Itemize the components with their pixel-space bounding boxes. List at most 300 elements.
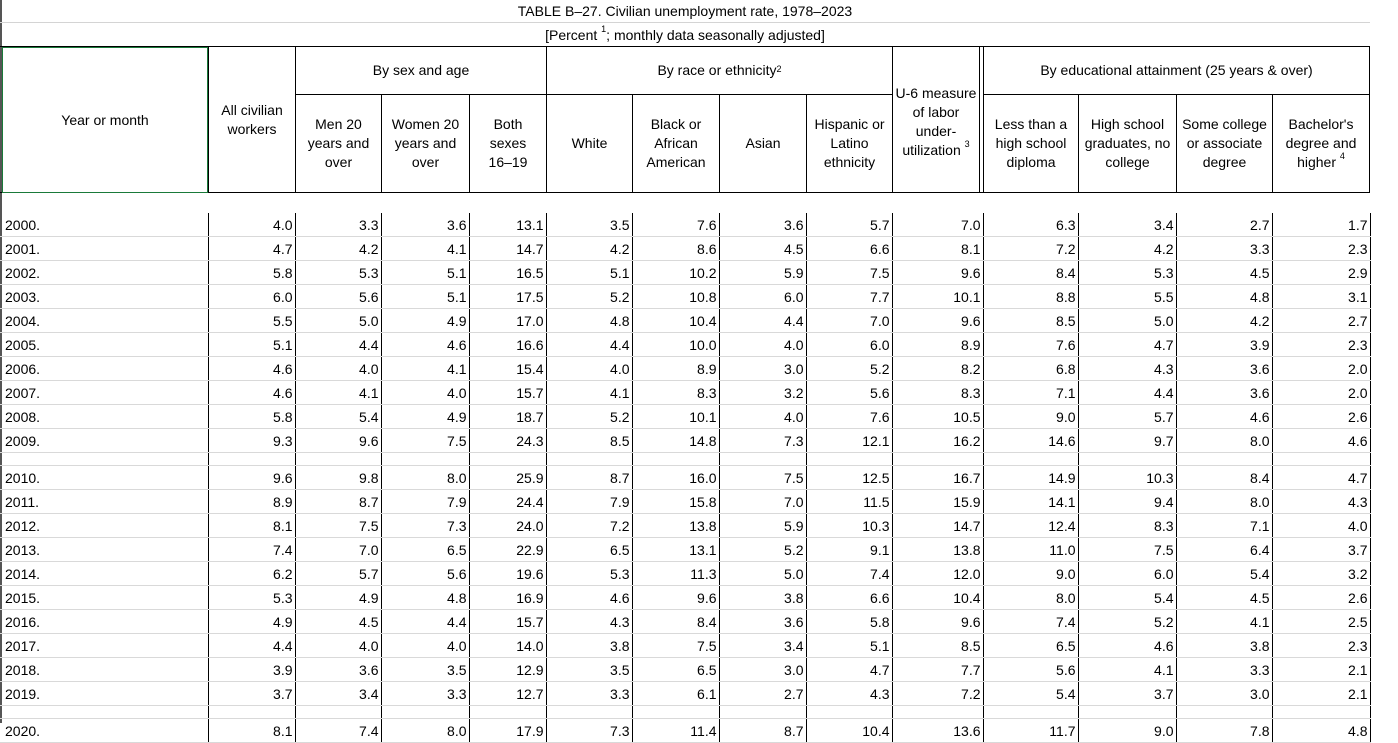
table-cell[interactable]: 7.7	[806, 285, 892, 309]
table-cell[interactable]: 8.1	[208, 719, 295, 743]
table-cell[interactable]: 3.3	[381, 682, 469, 706]
table-cell[interactable]: 16.0	[632, 466, 719, 490]
table-cell[interactable]: 7.7	[892, 658, 983, 682]
table-cell[interactable]: 6.5	[546, 538, 632, 562]
row-label[interactable]: 2015.	[0, 586, 208, 610]
table-cell[interactable]: 4.0	[381, 634, 469, 658]
table-cell[interactable]: 4.5	[1176, 261, 1272, 285]
table-cell[interactable]: 7.6	[632, 213, 719, 237]
table-cell[interactable]: 8.9	[632, 357, 719, 381]
table-cell[interactable]: 9.1	[806, 538, 892, 562]
row-label[interactable]: 2011.	[0, 490, 208, 514]
table-cell[interactable]: 10.2	[632, 261, 719, 285]
table-cell[interactable]: 7.0	[892, 213, 983, 237]
table-cell[interactable]: 10.4	[632, 309, 719, 333]
table-cell[interactable]: 15.7	[469, 381, 546, 405]
table-cell[interactable]: 6.2	[208, 562, 295, 586]
row-label[interactable]: 2017.	[0, 634, 208, 658]
table-cell[interactable]: 8.0	[983, 586, 1078, 610]
table-cell[interactable]: 12.0	[892, 562, 983, 586]
table-cell[interactable]: 2.7	[1272, 309, 1370, 333]
table-cell[interactable]: 3.5	[381, 658, 469, 682]
table-cell[interactable]: 10.4	[806, 719, 892, 743]
table-cell[interactable]: 9.7	[1078, 429, 1176, 453]
table-cell[interactable]: 7.3	[719, 429, 806, 453]
table-cell[interactable]: 3.0	[719, 357, 806, 381]
table-cell[interactable]: 8.5	[983, 309, 1078, 333]
table-cell[interactable]: 6.0	[208, 285, 295, 309]
table-row	[0, 429, 1370, 453]
table-cell[interactable]: 16.6	[469, 333, 546, 357]
table-cell[interactable]: 5.3	[208, 586, 295, 610]
table-cell[interactable]: 7.8	[1176, 719, 1272, 743]
row-label[interactable]: 2010.	[0, 466, 208, 490]
table-cell[interactable]: 5.6	[983, 658, 1078, 682]
table-cell[interactable]: 5.4	[1176, 562, 1272, 586]
table-cell[interactable]: 7.4	[295, 719, 381, 743]
table-cell[interactable]: 3.7	[208, 682, 295, 706]
table-cell[interactable]: 6.5	[381, 538, 469, 562]
table-cell[interactable]: 8.9	[208, 490, 295, 514]
table-cell[interactable]: 12.7	[469, 682, 546, 706]
table-cell[interactable]: 5.8	[806, 610, 892, 634]
header-year[interactable]: Year or month	[2, 47, 208, 193]
table-cell[interactable]: 5.6	[295, 285, 381, 309]
table-cell[interactable]: 5.2	[806, 357, 892, 381]
table-cell[interactable]: 4.6	[208, 381, 295, 405]
table-cell[interactable]: 9.4	[1078, 490, 1176, 514]
table-cell[interactable]: 3.4	[1078, 213, 1176, 237]
table-cell[interactable]: 4.7	[1078, 333, 1176, 357]
table-cell[interactable]: 10.1	[632, 405, 719, 429]
table-cell[interactable]: 5.2	[546, 405, 632, 429]
table-cell[interactable]: 5.0	[295, 309, 381, 333]
table-cell[interactable]: 2.6	[1272, 405, 1370, 429]
table-cell[interactable]: 9.0	[983, 562, 1078, 586]
table-cell[interactable]: 4.1	[381, 237, 469, 261]
table-cell[interactable]: 7.0	[806, 309, 892, 333]
table-cell[interactable]: 7.4	[208, 538, 295, 562]
table-cell[interactable]: 16.7	[892, 466, 983, 490]
table-cell[interactable]: 2.6	[1272, 586, 1370, 610]
table-cell[interactable]: 7.5	[381, 429, 469, 453]
table-cell[interactable]: 2.3	[1272, 634, 1370, 658]
table-cell[interactable]: 10.5	[892, 405, 983, 429]
table-cell[interactable]: 8.7	[295, 490, 381, 514]
table-cell[interactable]: 15.4	[469, 357, 546, 381]
table-cell[interactable]: 4.0	[1272, 514, 1370, 538]
table-cell[interactable]: 4.7	[1272, 466, 1370, 490]
table-cell[interactable]: 5.5	[208, 309, 295, 333]
table-cell[interactable]: 5.0	[719, 562, 806, 586]
table-cell[interactable]: 5.3	[546, 562, 632, 586]
table-cell[interactable]: 9.0	[1078, 719, 1176, 743]
table-cell[interactable]: 7.4	[983, 610, 1078, 634]
table-cell[interactable]: 24.0	[469, 514, 546, 538]
table-cell[interactable]: 4.0	[719, 405, 806, 429]
table-cell[interactable]: 5.7	[1078, 405, 1176, 429]
table-cell[interactable]: 5.8	[208, 405, 295, 429]
table-cell[interactable]: 24.4	[469, 490, 546, 514]
table-cell[interactable]: 7.5	[295, 514, 381, 538]
table-cell[interactable]: 4.5	[295, 610, 381, 634]
table-cell[interactable]: 5.2	[719, 538, 806, 562]
table-cell[interactable]: 4.7	[806, 658, 892, 682]
table-cell[interactable]: 7.5	[806, 261, 892, 285]
table-cell[interactable]: 4.1	[1078, 658, 1176, 682]
table-cell[interactable]: 9.3	[208, 429, 295, 453]
table-cell[interactable]: 2.1	[1272, 658, 1370, 682]
table-row	[0, 538, 1370, 562]
table-cell[interactable]: 8.4	[1176, 466, 1272, 490]
table-cell[interactable]: 13.8	[892, 538, 983, 562]
table-cell[interactable]: 8.9	[892, 333, 983, 357]
table-cell[interactable]: 8.3	[892, 381, 983, 405]
table-cell[interactable]: 5.2	[1078, 610, 1176, 634]
table-cell[interactable]: 4.9	[381, 309, 469, 333]
table-cell[interactable]: 4.3	[1272, 490, 1370, 514]
table-cell[interactable]: 15.7	[469, 610, 546, 634]
table-cell[interactable]: 3.3	[1176, 658, 1272, 682]
table-cell[interactable]: 8.0	[381, 466, 469, 490]
table-cell[interactable]: 5.0	[1078, 309, 1176, 333]
table-cell[interactable]: 16.9	[469, 586, 546, 610]
table-cell[interactable]: 3.8	[719, 586, 806, 610]
table-cell[interactable]: 3.6	[295, 658, 381, 682]
table-cell[interactable]: 8.0	[1176, 490, 1272, 514]
table-cell[interactable]: 8.8	[983, 285, 1078, 309]
table-cell[interactable]: 8.1	[892, 237, 983, 261]
table-cell[interactable]: 16.2	[892, 429, 983, 453]
table-cell[interactable]: 11.3	[632, 562, 719, 586]
table-cell[interactable]: 3.5	[546, 658, 632, 682]
table-cell[interactable]: 2.7	[719, 682, 806, 706]
row-label[interactable]: 2007.	[0, 381, 208, 405]
row-label[interactable]: 2009.	[0, 429, 208, 453]
table-cell[interactable]: 14.8	[632, 429, 719, 453]
table-cell[interactable]: 3.6	[1176, 357, 1272, 381]
row-label[interactable]: 2020.	[0, 719, 208, 743]
table-cell[interactable]: 6.8	[983, 357, 1078, 381]
table-cell[interactable]: 4.7	[208, 237, 295, 261]
table-cell[interactable]: 18.7	[469, 405, 546, 429]
table-cell[interactable]: 24.3	[469, 429, 546, 453]
table-cell[interactable]: 3.6	[1176, 381, 1272, 405]
table-cell[interactable]: 4.0	[295, 634, 381, 658]
table-cell[interactable]: 7.5	[719, 466, 806, 490]
table-cell[interactable]: 5.9	[719, 514, 806, 538]
table-cell[interactable]: 4.4	[719, 309, 806, 333]
table-cell[interactable]: 4.1	[381, 357, 469, 381]
table-cell[interactable]: 3.0	[719, 658, 806, 682]
table-cell[interactable]: 7.5	[1078, 538, 1176, 562]
table-cell[interactable]: 10.8	[632, 285, 719, 309]
row-label[interactable]: 2003.	[0, 285, 208, 309]
table-cell[interactable]: 3.7	[1078, 682, 1176, 706]
table-cell[interactable]: 8.1	[208, 514, 295, 538]
table-cell[interactable]: 8.4	[632, 610, 719, 634]
table-cell[interactable]: 5.8	[208, 261, 295, 285]
table-cell[interactable]: 7.2	[546, 514, 632, 538]
table-cell[interactable]: 14.7	[469, 237, 546, 261]
table-cell[interactable]: 5.1	[381, 285, 469, 309]
table-cell[interactable]: 4.8	[1272, 719, 1370, 743]
table-cell[interactable]: 4.9	[208, 610, 295, 634]
table-cell[interactable]: 7.1	[1176, 514, 1272, 538]
table-cell[interactable]: 3.8	[1176, 634, 1272, 658]
table-cell[interactable]: 7.2	[983, 237, 1078, 261]
table-cell[interactable]: 4.6	[1176, 405, 1272, 429]
table-cell[interactable]: 3.6	[381, 213, 469, 237]
table-cell[interactable]: 8.7	[719, 719, 806, 743]
table-cell[interactable]: 7.2	[892, 682, 983, 706]
table-cell[interactable]: 4.5	[719, 237, 806, 261]
table-cell[interactable]: 9.8	[295, 466, 381, 490]
table-cell[interactable]: 5.1	[208, 333, 295, 357]
table-cell[interactable]: 7.9	[546, 490, 632, 514]
table-cell[interactable]: 5.9	[719, 261, 806, 285]
table-cell[interactable]: 3.6	[719, 610, 806, 634]
table-cell[interactable]: 10.1	[892, 285, 983, 309]
table-cell[interactable]: 6.5	[632, 658, 719, 682]
table-cell[interactable]: 3.9	[1176, 333, 1272, 357]
row-label[interactable]: 2000.	[0, 213, 208, 237]
table-cell[interactable]: 4.4	[381, 610, 469, 634]
table-cell[interactable]: 6.3	[983, 213, 1078, 237]
table-cell[interactable]: 17.9	[469, 719, 546, 743]
table-cell[interactable]: 4.4	[546, 333, 632, 357]
table-cell[interactable]: 15.8	[632, 490, 719, 514]
table-cell[interactable]: 4.6	[1272, 429, 1370, 453]
table-cell[interactable]: 3.0	[1176, 682, 1272, 706]
table-cell[interactable]: 6.0	[719, 285, 806, 309]
table-cell[interactable]: 12.4	[983, 514, 1078, 538]
table-cell[interactable]: 4.6	[1078, 634, 1176, 658]
spacer-cell	[719, 706, 806, 719]
table-cell[interactable]: 12.9	[469, 658, 546, 682]
table-cell[interactable]: 4.6	[546, 586, 632, 610]
table-cell[interactable]: 5.6	[381, 562, 469, 586]
table-cell[interactable]: 7.3	[381, 514, 469, 538]
table-cell[interactable]: 6.0	[1078, 562, 1176, 586]
table-cell[interactable]: 4.5	[1176, 586, 1272, 610]
table-cell[interactable]: 7.0	[295, 538, 381, 562]
table-cell[interactable]: 7.4	[806, 562, 892, 586]
table-cell[interactable]: 13.6	[892, 719, 983, 743]
table-cell[interactable]: 6.0	[806, 333, 892, 357]
table-cell[interactable]: 7.5	[632, 634, 719, 658]
table-cell[interactable]: 9.0	[983, 405, 1078, 429]
table-cell[interactable]: 4.3	[1078, 357, 1176, 381]
table-cell[interactable]: 2.1	[1272, 682, 1370, 706]
table-cell[interactable]: 14.7	[892, 514, 983, 538]
table-cell[interactable]: 5.1	[381, 261, 469, 285]
table-cell[interactable]: 6.6	[806, 586, 892, 610]
table-cell[interactable]: 4.8	[546, 309, 632, 333]
table-cell[interactable]: 3.4	[719, 634, 806, 658]
table-cell[interactable]: 4.3	[546, 610, 632, 634]
table-cell[interactable]: 7.6	[806, 405, 892, 429]
table-cell[interactable]: 1.7	[1272, 213, 1370, 237]
table-cell[interactable]: 8.3	[1078, 514, 1176, 538]
table-cell[interactable]: 2.5	[1272, 610, 1370, 634]
table-cell[interactable]: 8.2	[892, 357, 983, 381]
table-cell[interactable]: 3.7	[1272, 538, 1370, 562]
table-cell[interactable]: 4.0	[719, 333, 806, 357]
row-label[interactable]: 2016.	[0, 610, 208, 634]
row-label[interactable]: 2004.	[0, 309, 208, 333]
table-cell[interactable]: 4.0	[208, 213, 295, 237]
table-cell[interactable]: 9.6	[632, 586, 719, 610]
table-cell[interactable]: 3.3	[546, 682, 632, 706]
table-cell[interactable]: 9.6	[295, 429, 381, 453]
table-cell[interactable]: 4.2	[295, 237, 381, 261]
table-cell[interactable]: 10.0	[632, 333, 719, 357]
table-cell[interactable]: 3.4	[295, 682, 381, 706]
table-cell[interactable]: 4.1	[295, 381, 381, 405]
table-cell[interactable]: 4.2	[546, 237, 632, 261]
table-cell[interactable]: 10.4	[892, 586, 983, 610]
table-cell[interactable]: 11.7	[983, 719, 1078, 743]
table-cell[interactable]: 4.9	[381, 405, 469, 429]
table-cell[interactable]: 4.1	[546, 381, 632, 405]
table-cell[interactable]: 3.5	[546, 213, 632, 237]
table-cell[interactable]: 5.5	[1078, 285, 1176, 309]
table-cell[interactable]: 14.6	[983, 429, 1078, 453]
table-cell[interactable]: 8.3	[632, 381, 719, 405]
table-cell[interactable]: 11.0	[983, 538, 1078, 562]
table-cell[interactable]: 4.3	[806, 682, 892, 706]
table-cell[interactable]: 9.6	[208, 466, 295, 490]
table-cell[interactable]: 3.2	[1272, 562, 1370, 586]
table-cell[interactable]: 5.7	[806, 213, 892, 237]
table-cell[interactable]: 7.0	[719, 490, 806, 514]
table-cell[interactable]: 11.4	[632, 719, 719, 743]
row-label[interactable]: 2013.	[0, 538, 208, 562]
table-cell[interactable]: 2.9	[1272, 261, 1370, 285]
table-cell[interactable]: 2.0	[1272, 381, 1370, 405]
table-cell[interactable]: 3.2	[719, 381, 806, 405]
header-group-race: By race or ethnicity $^2$	[657, 62, 782, 78]
table-cell[interactable]: 19.6	[469, 562, 546, 586]
table-cell[interactable]: 4.1	[1176, 610, 1272, 634]
table-cell[interactable]: 4.8	[1176, 285, 1272, 309]
table-cell[interactable]: 10.3	[1078, 466, 1176, 490]
table-cell[interactable]: 4.4	[1078, 381, 1176, 405]
table-cell[interactable]: 5.7	[295, 562, 381, 586]
table-cell[interactable]: 4.4	[208, 634, 295, 658]
table-cell[interactable]: 25.9	[469, 466, 546, 490]
table-cell[interactable]: 7.6	[983, 333, 1078, 357]
table-cell[interactable]: 5.3	[1078, 261, 1176, 285]
table-cell[interactable]: 9.6	[892, 261, 983, 285]
table-cell[interactable]: 4.0	[546, 357, 632, 381]
table-cell[interactable]: 4.2	[1078, 237, 1176, 261]
table-cell[interactable]: 12.5	[806, 466, 892, 490]
table-cell[interactable]: 3.1	[1272, 285, 1370, 309]
table-cell[interactable]: 8.4	[983, 261, 1078, 285]
table-cell[interactable]: 4.0	[295, 357, 381, 381]
table-cell[interactable]: 4.6	[208, 357, 295, 381]
table-cell[interactable]: 5.3	[295, 261, 381, 285]
table-cell[interactable]: 8.5	[892, 634, 983, 658]
table-cell[interactable]: 2.3	[1272, 237, 1370, 261]
table-cell[interactable]: 3.6	[719, 213, 806, 237]
table-cell[interactable]: 7.9	[381, 490, 469, 514]
table-cell[interactable]: 4.8	[381, 586, 469, 610]
table-cell[interactable]: 8.5	[546, 429, 632, 453]
table-cell[interactable]: 4.0	[381, 381, 469, 405]
table-cell[interactable]: 3.3	[1176, 237, 1272, 261]
table-cell[interactable]: 6.4	[1176, 538, 1272, 562]
row-label[interactable]: 2018.	[0, 658, 208, 682]
table-cell[interactable]: 15.9	[892, 490, 983, 514]
table-cell[interactable]: 11.5	[806, 490, 892, 514]
table-cell[interactable]: 3.8	[546, 634, 632, 658]
table-cell[interactable]: 4.2	[1176, 309, 1272, 333]
table-row	[0, 466, 1370, 490]
row-label[interactable]: 2019.	[0, 682, 208, 706]
table-cell[interactable]: 5.4	[295, 405, 381, 429]
table-cell[interactable]: 6.1	[632, 682, 719, 706]
table-cell[interactable]: 5.2	[546, 285, 632, 309]
table-cell[interactable]: 10.3	[806, 514, 892, 538]
table-cell[interactable]: 5.4	[1078, 586, 1176, 610]
table-cell[interactable]: 2.7	[1176, 213, 1272, 237]
table-cell[interactable]: 8.0	[381, 719, 469, 743]
table-cell[interactable]: 6.6	[806, 237, 892, 261]
table-cell[interactable]: 13.1	[632, 538, 719, 562]
table-cell[interactable]: 9.6	[892, 309, 983, 333]
table-cell[interactable]: 12.1	[806, 429, 892, 453]
row-label[interactable]: 2012.	[0, 514, 208, 538]
row-label[interactable]: 2006.	[0, 357, 208, 381]
table-cell[interactable]: 14.9	[983, 466, 1078, 490]
table-cell[interactable]: 22.9	[469, 538, 546, 562]
row-label[interactable]: 2014.	[0, 562, 208, 586]
table-cell[interactable]: 4.9	[295, 586, 381, 610]
table-cell[interactable]: 5.4	[983, 682, 1078, 706]
table-cell[interactable]: 13.1	[469, 213, 546, 237]
row-label[interactable]: 2001.	[0, 237, 208, 261]
table-cell[interactable]: 6.5	[983, 634, 1078, 658]
table-cell[interactable]: 13.8	[632, 514, 719, 538]
row-label[interactable]: 2002.	[0, 261, 208, 285]
table-cell[interactable]: 4.6	[381, 333, 469, 357]
table-cell[interactable]: 7.1	[983, 381, 1078, 405]
table-cell[interactable]: 7.3	[546, 719, 632, 743]
table-cell[interactable]: 14.0	[469, 634, 546, 658]
table-cell[interactable]: 17.0	[469, 309, 546, 333]
row-label[interactable]: 2008.	[0, 405, 208, 429]
table-cell[interactable]: 5.1	[806, 634, 892, 658]
table-cell[interactable]: 5.1	[546, 261, 632, 285]
table-cell[interactable]: 2.3	[1272, 333, 1370, 357]
table-cell[interactable]: 4.4	[295, 333, 381, 357]
table-cell[interactable]: 8.7	[546, 466, 632, 490]
table-cell[interactable]: 9.6	[892, 610, 983, 634]
table-cell[interactable]: 5.6	[806, 381, 892, 405]
table-cell[interactable]: 3.9	[208, 658, 295, 682]
table-cell[interactable]: 14.1	[983, 490, 1078, 514]
table-cell[interactable]: 17.5	[469, 285, 546, 309]
table-cell[interactable]: 8.6	[632, 237, 719, 261]
table-cell[interactable]: 3.3	[295, 213, 381, 237]
row-label[interactable]: 2005.	[0, 333, 208, 357]
table-cell[interactable]: 16.5	[469, 261, 546, 285]
table-cell[interactable]: 2.0	[1272, 357, 1370, 381]
table-cell[interactable]: 8.0	[1176, 429, 1272, 453]
